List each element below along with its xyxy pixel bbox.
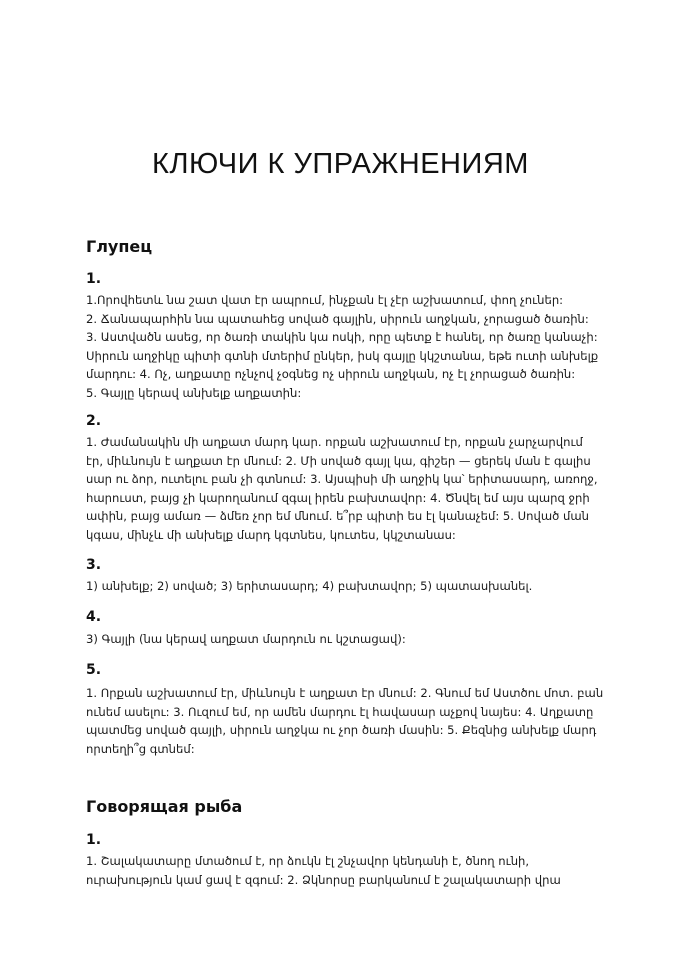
exercise-number: 1. — [86, 832, 102, 848]
answer-line: 3) Գայլի (նա կերավ աղքատ մարդուն ու կշտացավ): — [86, 632, 406, 646]
answer-line: 2. Ճանապարհին նա պատահեց սոված գայլին, սիրուն աղջկան, չորացած ծառին: — [86, 311, 589, 326]
exercise-answer — [86, 577, 596, 596]
answer-line: 3. Աստվածն ասեց, որ ծառի տակին կա ոսկի, որը պետք է հանել, որ ծառը կանաչի: — [86, 330, 598, 344]
exercise-answer — [86, 433, 596, 544]
exercise-number: 3. — [86, 557, 102, 573]
section-title-govoryashchaya-ryba: Говорящая рыба — [86, 797, 243, 816]
exercise-number: 2. — [86, 413, 102, 429]
section-title-glupets: Глупец — [86, 237, 153, 256]
answer-line: 1) անխելք; 2) սոված; 3) երիտասարդ; 4) բախտավոր; 5) պատասխանել. — [86, 579, 533, 593]
answer-line: ունեմ ասելու: 3. Ուզում եմ, որ ամեն մարդու էլ հավասար աչքով նայես: 4. Աղքատը — [86, 704, 594, 719]
answer-line: 1. Ժամանակին մի աղքատ մարդ կար. որքան աշխատում էր, որքան չարչարվում — [86, 435, 583, 449]
exercise-number: 4. — [86, 609, 102, 625]
answer-line: սար ու ձոր, ուտելու բան չի գտնում: 3. Այսպիսի մի աղջիկ կա՝ երիտասարդ, առողջ, — [86, 472, 598, 486]
answer-line: 5. Գայլը կերավ անխելք աղքատին: — [86, 385, 302, 400]
exercise-answer — [86, 291, 599, 402]
exercise-answer — [86, 630, 596, 649]
answer-line: պատմեց սոված գայլի, սիրուն աղջկա ու չոր ծառի մասին: 5. Քեզնից անխելք մարդ — [86, 723, 597, 737]
answer-line: ափին, բայց ամառ — ձմեռ չոր եմ մնում. ե՞րբ պիտի ես էլ կանաչեմ: 5. Սոված ման — [86, 509, 590, 523]
answer-line: որտեղի՞ց գտնեմ: — [86, 741, 195, 756]
answer-line: 1. Որքան աշխատում էր, միևնույն է աղքատ էր մնում: 2. Գնում եմ Աստծու մոտ. բան — [86, 686, 604, 700]
exercise-number: 5. — [86, 662, 102, 678]
answer-line: ուրախություն կամ ցավ է զգում: 2. Ձկնորսը բարկանում է շալակատարի վրա — [86, 872, 561, 887]
page-title: КЛЮЧИ К УПРАЖНЕНИЯМ — [152, 148, 529, 180]
answer-line: 1. Շալակատարը մտածում է, որ ձուկն էլ շնչավոր կենդանի է, ծնող ունի, — [86, 854, 530, 868]
answer-line: 1.Որովհետև նա շատ վատ էր ապրում, ինչքան էլ չէր աշխատում, փող չուներ: — [86, 293, 564, 307]
exercise-number: 1. — [86, 271, 102, 287]
answer-line: հարուստ, բայց չի կարողանում զգալ իրեն բախտավոր: 4. Ծնվել եմ այս պարզ ջրի — [86, 490, 590, 505]
answer-line: մարդու: 4. Ոչ, աղքատը ոչնչով չօգնեց ոչ սիրուն աղջկան, ոչ էլ չորացած ծառին: — [86, 367, 576, 381]
answer-line: կգաս, մինչև մի անխելք մարդ կգտնես, կուտես, կկշտանաս: — [86, 527, 456, 542]
exercise-answer — [86, 684, 604, 758]
answer-line: էր, միևնույն է աղքատ էր մնում: 2. Մի սոված գայլ կա, գիշեր — ցերեկ ման է գալիս — [86, 453, 591, 468]
answer-line: Սիրուն աղջիկը պիտի գտնի մտերիմ ընկեր, իսկ գայլը կկշտանա, եթե ուտի անխելք — [86, 348, 599, 363]
exercise-answer — [86, 852, 596, 889]
